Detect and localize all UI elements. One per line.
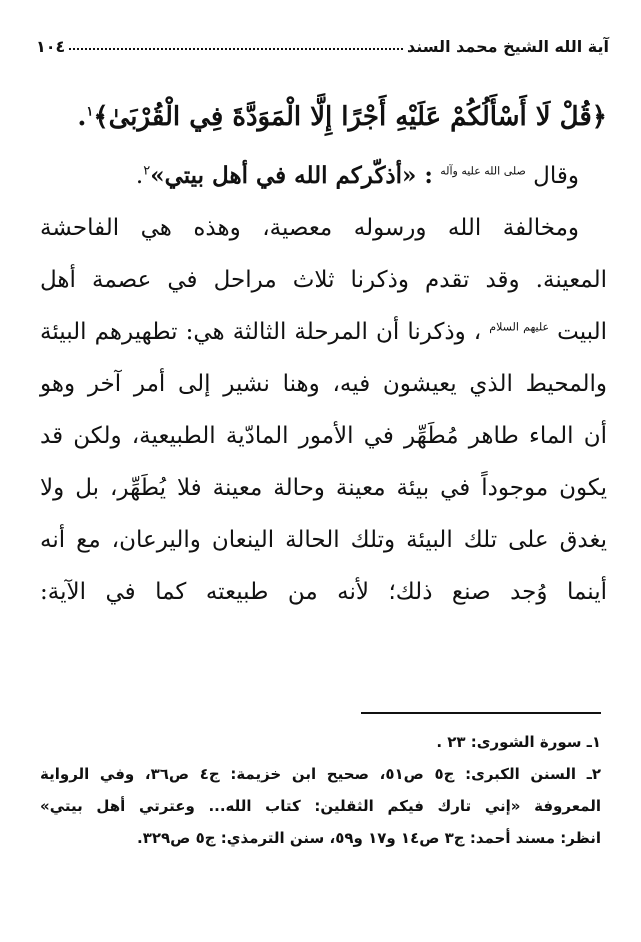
footnotes — [40, 726, 601, 854]
footnote-2-line-3: انظر: مسند أحمد: ج٣ ص١٤ و١٧ و٥٩، سنن الترمذي: ج٥ ص٣٢٩. — [136, 829, 601, 847]
paragraph-line-8: أينما وُجد صنع ذلك؛ لأنه من طبيعته كما في الآية: — [40, 579, 607, 605]
footnote-2-line-1: ٢ـ السنن الكبرى: ج٥ ص٥١، صحيح ابن خزيمة: ج٤ ص٣٦، وفي الرواية — [40, 765, 601, 783]
page-number: ١٠٤ — [36, 37, 66, 56]
honorific-glyph-2: عليهم السلام — [489, 320, 550, 334]
paragraph-line-6: يكون موجوداً في بيئة معينة وحالة معينة فلا يُطَهِّر، بل ولا — [40, 475, 607, 501]
running-title: آية الله الشيخ محمد السند — [407, 37, 609, 56]
dotted-leader — [69, 48, 403, 50]
line3-start: البيت — [557, 319, 607, 345]
line3-end: ، وذكرنا أن المرحلة الثالثة هي: تطهيرهم البيئة — [40, 319, 482, 345]
paragraph-line-2: المعينة. وقد تقدم وذكرنا ثلاث مراحل في عصمة أهل — [40, 267, 607, 293]
paragraph-line-4: والمحيط الذي يعيشون فيه، وهنا نشير إلى أمر آخر وهو — [40, 371, 607, 397]
paragraph-line-5: أن الماء طاهر مُطَهِّر في الأمور المادّية الطبيعية، ولكن قد — [40, 423, 607, 449]
hadith-intro: وقال — [533, 163, 579, 189]
footnote-marker-2: ٢ — [143, 163, 151, 179]
hadith-line: وقال $^{صلى الله عليه وآله}$ : «أذكّركم الله في أهل بيتي»$^٢$. — [135, 162, 579, 189]
paragraph-line-3 — [40, 306, 607, 358]
paragraph-line-1: ومخالفة الله ورسوله معصية، وهذه هي الفاحشة — [40, 215, 579, 241]
footnote-1: ١ـ سورة الشورى: ٢٣ . — [436, 733, 601, 751]
paragraph-line-7: يغدق على تلك البيئة وتلك الحالة الينعان واليرعان، مع أنه — [40, 527, 607, 553]
quran-verse: ﴿قُلْ لَا أَسْأَلُكُمْ عَلَيْهِ أَجْرًا إِلَّا الْمَوَدَّةَ فِي الْقُرْبَىٰ﴾$^١$. — [77, 102, 607, 132]
footnote-2-line-2: المعروفة «إني تارك فيكم الثقلين: كتاب الله... وعترتي أهل بيتي» — [40, 797, 601, 815]
honorific-glyph: صلى الله عليه وآله — [440, 164, 526, 178]
footnote-marker-1: ١ — [86, 104, 94, 120]
running-header — [32, 30, 609, 56]
hadith-quote: : «أذكّركم الله في أهل بيتي» — [150, 162, 433, 189]
footnote-separator — [361, 712, 601, 714]
main-text — [40, 88, 607, 618]
verse-text: ﴿قُلْ لَا أَسْأَلُكُمْ عَلَيْهِ أَجْرًا إِلَّا الْمَوَدَّةَ فِي الْقُرْبَىٰ﴾ — [93, 102, 607, 132]
